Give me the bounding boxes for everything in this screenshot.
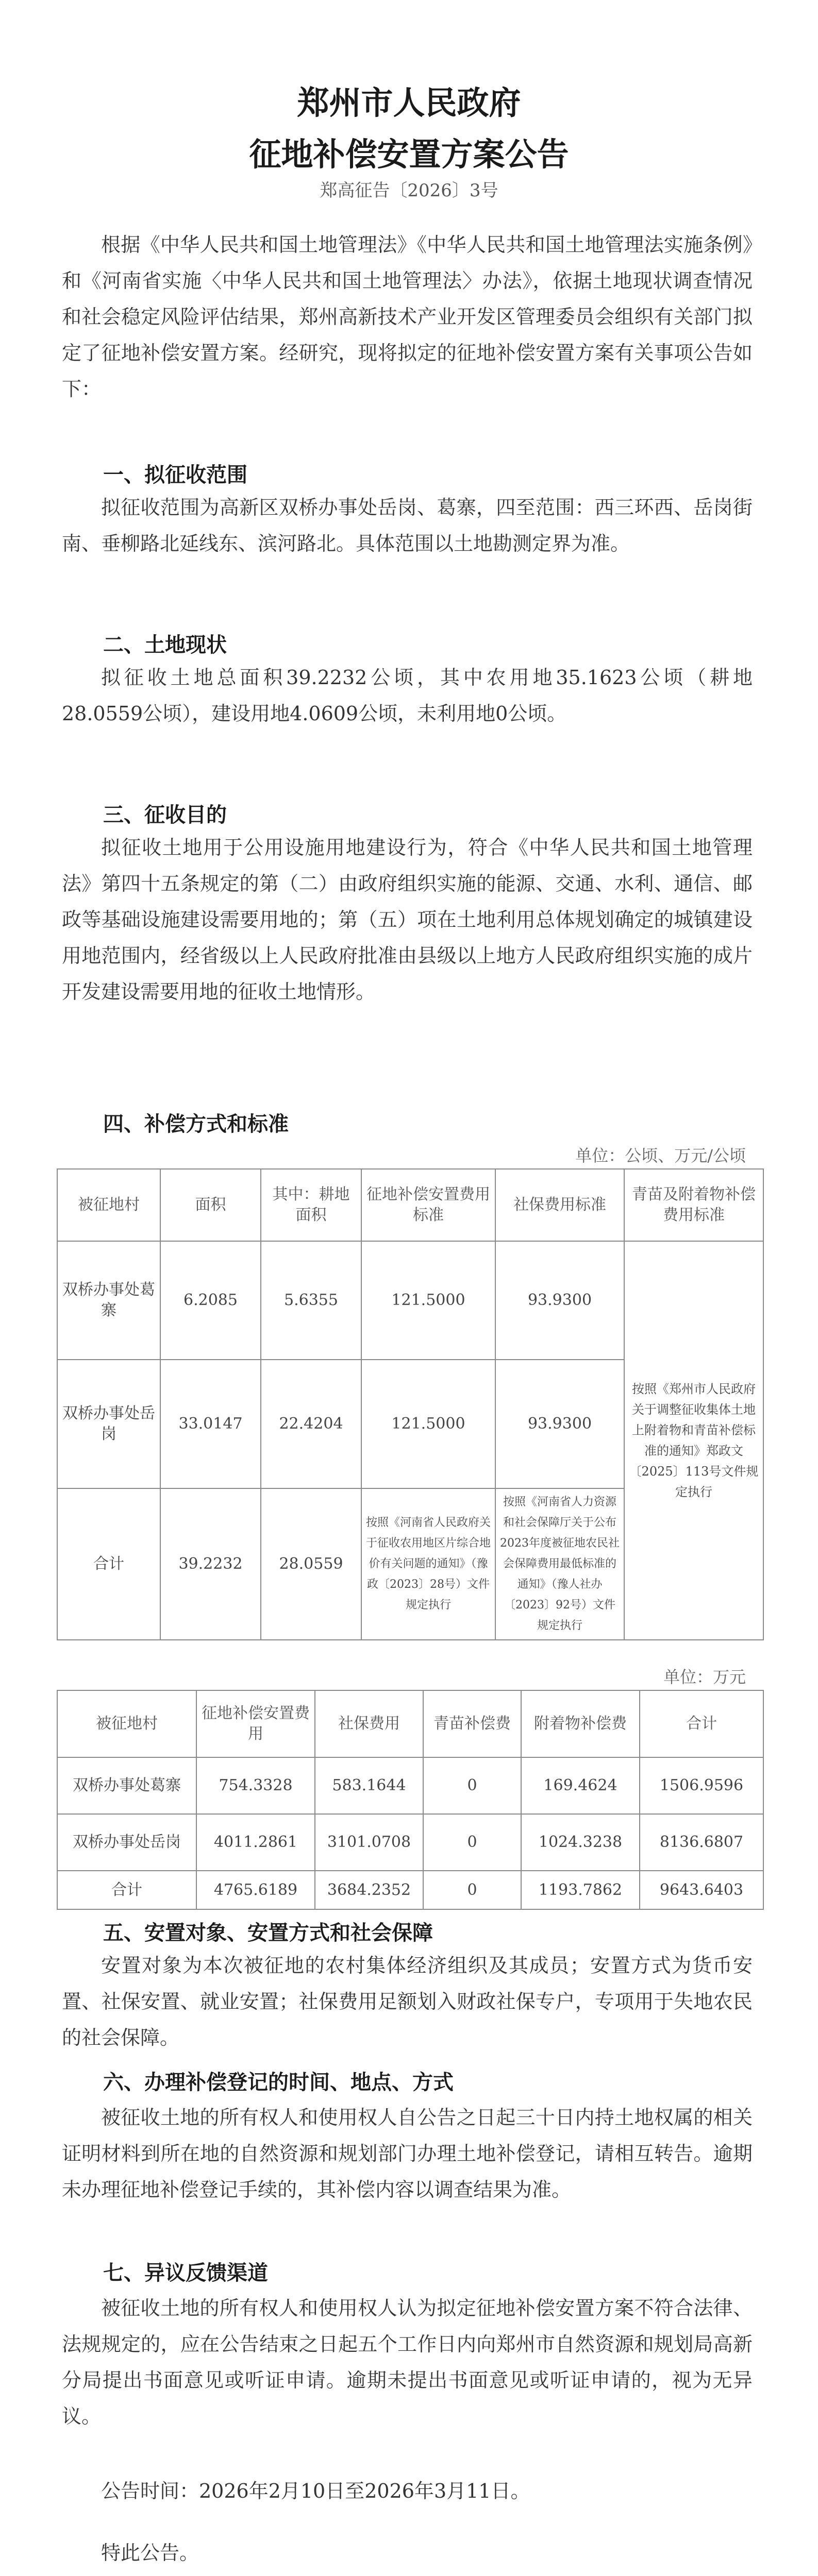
value-cell: 1024.3238	[521, 1814, 640, 1871]
table-row	[57, 1814, 763, 1871]
value-cell: 0	[423, 1757, 521, 1814]
value-cell: 4011.2861	[196, 1814, 315, 1871]
value-cell: 4765.6189	[196, 1871, 315, 1909]
value-cell: 3684.2352	[315, 1871, 423, 1909]
compensation-standard-table	[57, 1168, 764, 1640]
section-heading-1: 一、拟征收范围	[103, 463, 247, 487]
issuer-title: 郑州市人民政府	[297, 84, 521, 122]
section-heading-6: 六、办理补偿登记的时间、地点、方式	[103, 2071, 454, 2094]
total-label-cell: 合计	[57, 1871, 196, 1909]
value-cell: 9643.6403	[640, 1871, 763, 1909]
total-area-cell: 39.2232	[160, 1488, 261, 1640]
announcement-period: 公告时间：2026年2月10日至2026年3月11日。	[101, 2480, 530, 2502]
column-header: 社保费用	[315, 1690, 423, 1757]
village-cell: 双桥办事处岳岗	[57, 1360, 160, 1488]
column-header: 征地补偿安置费用	[196, 1690, 315, 1757]
table-header-row	[57, 1690, 763, 1757]
section-text-1: 拟征收范围为高新区双桥办事处岳岗、葛寨，四至范围：西三环西、岳岗街南、垂柳路北延线东、滨河路北。具体范围以土地勘测定界为准。	[62, 496, 753, 555]
section-heading-7: 七、异议反馈渠道	[103, 2261, 268, 2285]
intro-paragraph: 根据《中华人民共和国土地管理法》《中华人民共和国土地管理法实施条例》和《河南省实施〈中华人民共和国土地管理法〉办法》，依据土地现状调查情况和社会稳定风险评估结果，郑州高新技术产业开发区管理委员会组织有关部门拟定了征地补偿安置方案。经研究，现将拟定的征地补偿安置方案有关事项公告如下：	[62, 233, 753, 400]
farmland-cell: 5.6355	[261, 1241, 361, 1360]
column-header: 被征地村	[57, 1690, 196, 1757]
closing-text: 特此公告。	[101, 2541, 199, 2564]
value-cell: 754.3328	[196, 1757, 315, 1814]
compensation-amount-table	[57, 1690, 764, 1910]
table-total-row	[57, 1871, 763, 1909]
village-cell: 双桥办事处葛寨	[57, 1757, 196, 1814]
column-header: 面积	[160, 1169, 261, 1241]
table1-unit: 单位：公顷、万元/公顷	[575, 1146, 746, 1165]
value-cell: 583.1644	[315, 1757, 423, 1814]
value-cell: 1193.7862	[521, 1871, 640, 1909]
compensation-std-cell: 121.5000	[361, 1241, 495, 1360]
column-header: 合计	[640, 1690, 763, 1757]
section-text-5: 安置对象为本次被征地的农村集体经济组织及其成员；安置方式为货币安置、社保安置、就业安置；社保费用足额划入财政社保专户，专项用于失地农民的社会保障。	[62, 1954, 753, 2049]
value-cell: 0	[423, 1871, 521, 1909]
table-header-row	[57, 1169, 763, 1241]
document-number: 郑高征告〔2026〕3号	[320, 180, 498, 201]
compensation-std-cell: 121.5000	[361, 1360, 495, 1488]
crops-standard-note: 按照《郑州市人民政府关于调整征收集体土地上附着物和青苗补偿标准的通知》郑政文〔2025〕113号文件规定执行	[624, 1241, 763, 1640]
section-heading-4: 四、补偿方式和标准	[103, 1112, 289, 1136]
social-standard-note: 按照《河南省人力资源和社会保障厅关于公布2023年度被征地农民社会保障费用最低标准的通知》（豫人社办〔2023〕92号）文件规定执行	[495, 1488, 624, 1640]
farmland-cell: 22.4204	[261, 1360, 361, 1488]
area-cell: 6.2085	[160, 1241, 261, 1360]
value-cell: 169.4624	[521, 1757, 640, 1814]
column-header: 社保费用标准	[495, 1169, 624, 1241]
village-cell: 双桥办事处葛寨	[57, 1241, 160, 1360]
table-row	[57, 1241, 763, 1360]
column-header: 其中：耕地面积	[261, 1169, 361, 1241]
social-std-cell: 93.9300	[495, 1360, 624, 1488]
section-text-3: 拟征收土地用于公用设施用地建设行为，符合《中华人民共和国土地管理法》第四十五条规定的第（二）由政府组织实施的能源、交通、水利、通信、邮政等基础设施建设需要用地的；第（五）项在土地利用总体规划确定的城镇建设用地范围内，经省级以上人民政府批准由县级以上地方人民政府组织实施的成片开发建设需要用地的征收土地情形。	[62, 836, 753, 1003]
section-heading-2: 二、土地现状	[103, 633, 227, 657]
section-heading-5: 五、安置对象、安置方式和社会保障	[103, 1921, 433, 1945]
area-cell: 33.0147	[160, 1360, 261, 1488]
column-header: 被征地村	[57, 1169, 160, 1241]
section-text-7: 被征收土地的所有权人和使用权人认为拟定征地补偿安置方案不符合法律、法规规定的，应在公告结束之日起五个工作日内向郑州市自然资源和规划局高新分局提出书面意见或听证申请。逾期未提出书面意见或听证申请的，视为无异议。	[62, 2297, 753, 2428]
column-header: 征地补偿安置费用标准	[361, 1169, 495, 1241]
column-header: 青苗及附着物补偿费用标准	[624, 1169, 763, 1241]
table2-unit: 单位：万元	[663, 1667, 746, 1687]
value-cell: 8136.6807	[640, 1814, 763, 1871]
value-cell: 1506.9596	[640, 1757, 763, 1814]
value-cell: 0	[423, 1814, 521, 1871]
column-header: 附着物补偿费	[521, 1690, 640, 1757]
village-cell: 双桥办事处岳岗	[57, 1814, 196, 1871]
table-row	[57, 1757, 763, 1814]
value-cell: 3101.0708	[315, 1814, 423, 1871]
section-heading-3: 三、征收目的	[103, 803, 227, 827]
compensation-standard-note: 按照《河南省人民政府关于征收农用地区片综合地价有关问题的通知》（豫政〔2023〕28号）文件规定执行	[361, 1488, 495, 1640]
section-text-6: 被征收土地的所有权人和使用权人自公告之日起三十日内持土地权属的相关证明材料到所在地的自然资源和规划部门办理土地补偿登记，请相互转告。逾期未办理征地补偿登记手续的，其补偿内容以调查结果为准。	[62, 2106, 753, 2201]
total-farmland-cell: 28.0559	[261, 1488, 361, 1640]
announcement-title: 征地补偿安置方案公告	[249, 135, 569, 173]
column-header: 青苗补偿费	[423, 1690, 521, 1757]
social-std-cell: 93.9300	[495, 1241, 624, 1360]
total-label-cell: 合计	[57, 1488, 160, 1640]
section-text-2: 拟征收土地总面积39.2232公顷，其中农用地35.1623公顷（耕地28.0559公顷），建设用地4.0609公顷，未利用地0公顷。	[62, 666, 753, 725]
